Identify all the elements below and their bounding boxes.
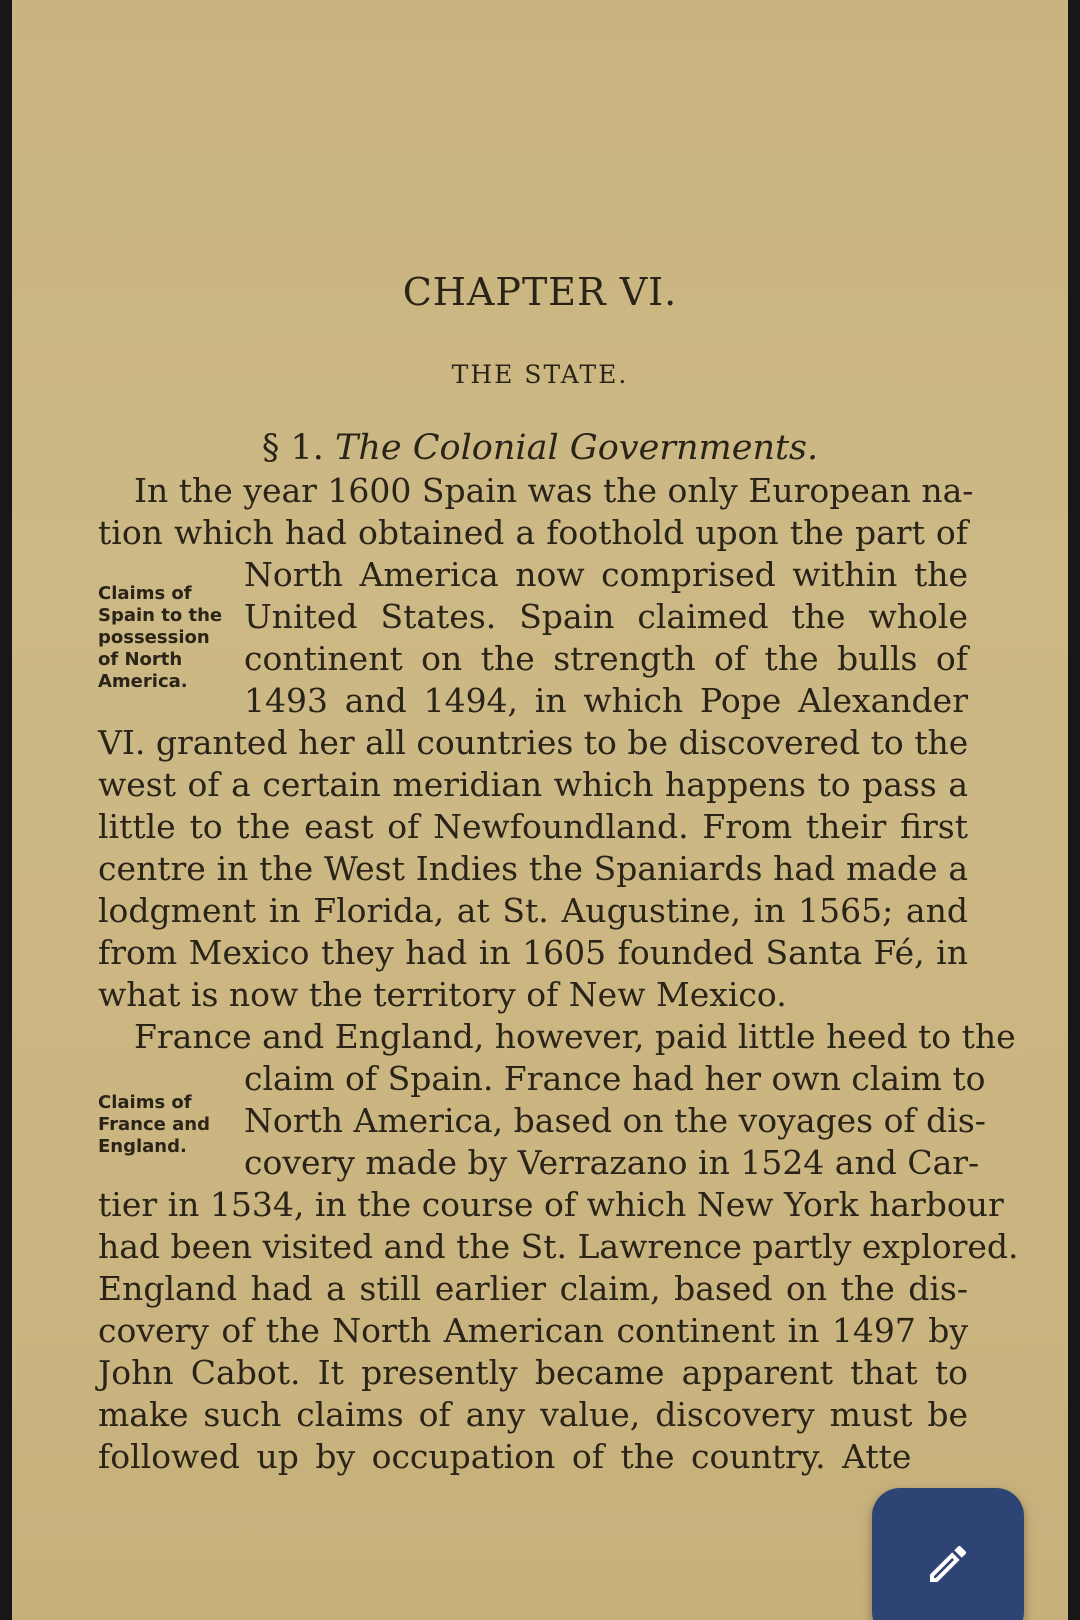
text-line: covery made by Verrazano in 1524 and Car- [244,1143,980,1182]
text-line: covery of the North American continent in 1497 by [98,1311,968,1350]
text-line: In the year 1600 Spain was the only European na- [134,471,974,510]
edit-button[interactable] [872,1488,1024,1620]
pencil-icon [924,1488,972,1593]
text-line: had been visited and the St. Lawrence partly explored. [98,1227,1019,1266]
margin-note-line: America. [98,671,188,692]
chapter-title: CHAPTER VI. [402,270,678,314]
subsection-number: § 1. [261,428,324,468]
text-line: lodgment in Florida, at St. Augustine, in 1565; and [98,891,968,930]
margin-note-line: Spain to the [98,605,223,626]
text-line: followed up by occupation of the country. Atte [98,1437,912,1476]
text-line: make such claims of any value, discovery must be [98,1395,968,1434]
text-line: centre in the West Indies the Spaniards had made a [98,849,968,888]
book-page[interactable] [12,0,1068,1620]
text-line: what is now the territory of New Mexico. [98,975,787,1014]
text-line: John Cabot. It presently became apparent that to [98,1353,968,1392]
text-line: claim of Spain. France had her own claim to [244,1059,986,1098]
text-line: tier in 1534, in the course of which New York harbour [98,1185,1004,1224]
margin-note-line: England. [98,1136,187,1157]
text-line: VI. granted her all countries to be discovered to the [98,723,969,762]
text-line: France and England, however, paid little heed to the [134,1017,1016,1056]
text-line: little to the east of Newfoundland. From their first [98,807,968,846]
subsection-title [12,428,1068,468]
subsection-name: The Colonial Governments. [335,428,819,468]
margin-note-spain [98,583,238,693]
text-line: 1493 and 1494, in which Pope Alexander [244,681,968,720]
text-line: from Mexico they had in 1605 founded Santa Fé, in [98,933,968,972]
margin-note-france-england [98,1092,238,1158]
margin-note-line: of North [98,649,183,670]
margin-note-line: Claims of [98,583,192,604]
section-title: THE STATE. [451,360,629,389]
margin-note-line: France and [98,1114,210,1135]
text-line: England had a still earlier claim, based on the dis- [98,1269,968,1308]
text-line: tion which had obtained a foothold upon the part of [98,513,968,552]
left-edge [0,0,12,1620]
text-line: North America now comprised within the [244,555,968,594]
text-line: United States. Spain claimed the whole [244,597,968,636]
margin-note-line: Claims of [98,1092,192,1113]
text-line: North America, based on the voyages of dis- [244,1101,986,1140]
text-line: continent on the strength of the bulls of [244,639,968,678]
margin-note-line: possession [98,627,210,648]
text-line: west of a certain meridian which happens to pass a [98,765,968,804]
right-edge [1068,0,1080,1620]
